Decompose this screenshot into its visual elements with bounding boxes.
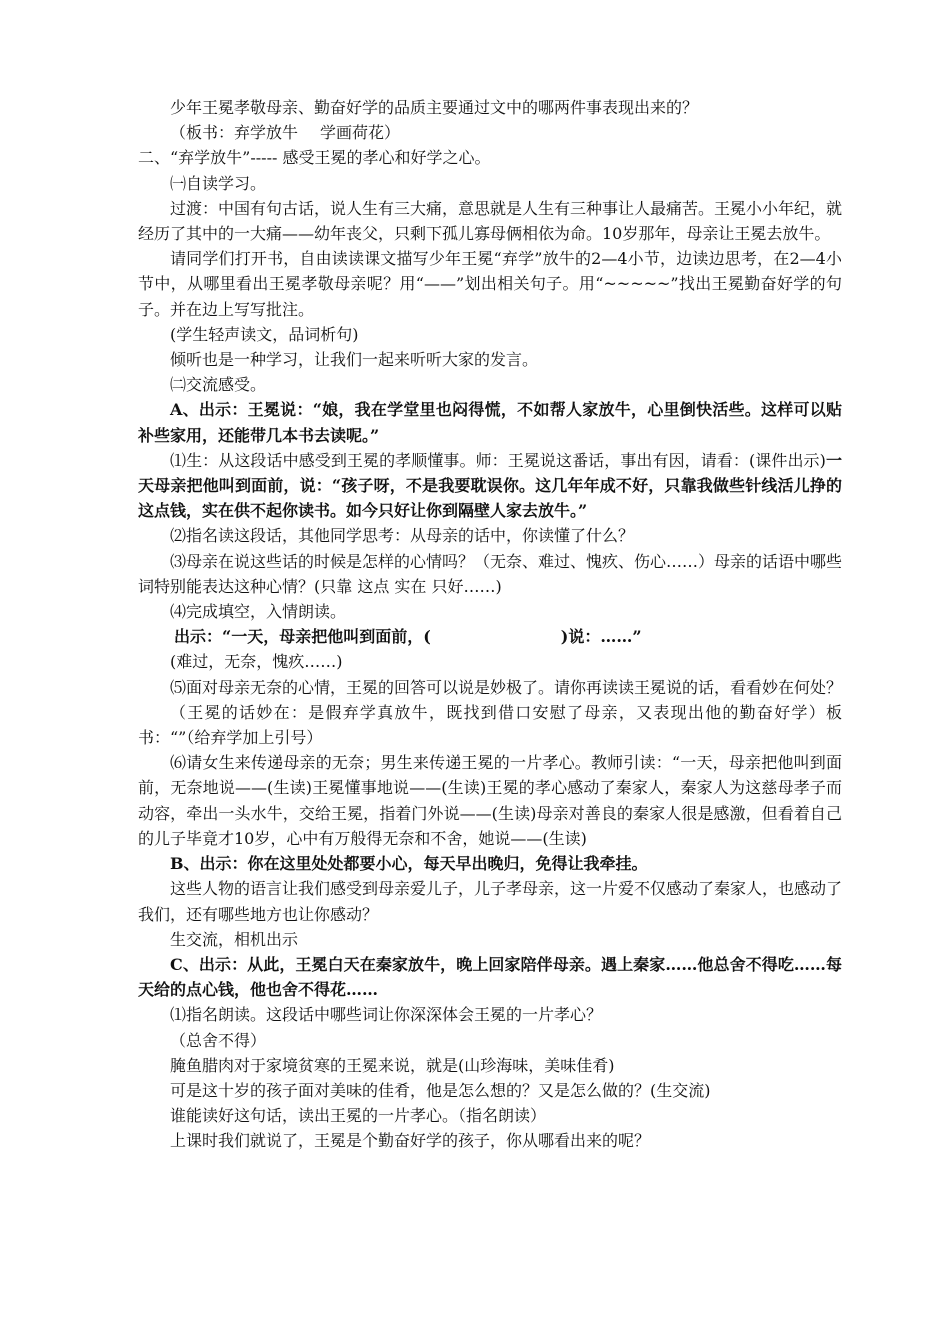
point-c3: 可是这十岁的孩子面对美味的佳肴，他是怎么想的？又是怎么做的？(生交流) — [170, 1080, 711, 1100]
point-3: ⑶母亲在说这些话的时候是怎样的心情吗？（无奈、难过、愧疚、伤心……）母亲的话语中哪些词特别能表达这种心情？(只靠 这点 实在 只好……) — [138, 551, 843, 596]
subheading-exchange: ㈡交流感受。 — [170, 375, 267, 395]
transition-paragraph: 过渡：中国有句古话，说人生有三大痛，意思就是人生有三种事让人最痛苦。王冕小小年纪，就经历了其中的一大痛——幼年丧父，只剩下孤儿寡母俩相依为命。10岁那年，母亲让王冕去放牛。 — [138, 198, 843, 244]
display-c: C、出示：从此，王冕白天在秦家放牛，晚上回家陪伴母亲。遇上秦家……他总舍不得吃……每天给的点心钱，他也舍不得花…… — [138, 954, 842, 1000]
point-6: ⑹请女生来传递母亲的无奈；男生来传递王冕的一片孝心。教师引读：“一天，母亲把他叫到面前，无奈地说——(生读)王冕懂事地说——(生读)王冕的孝心感动了秦家人，秦家人为这慈母孝子而动容，牵出一头水牛，交给王冕，指着门外说——(生读)母亲对善良的秦家人很是感激，但看着自己的儿子毕竟才10岁，心中有万般得无奈和不舍，她说——(生读) — [138, 753, 842, 848]
student-activity-note: (学生轻声读文，品词析句) — [170, 324, 359, 344]
point-1 — [138, 448, 842, 524]
instruction-paragraph: 请同学们打开书，自由读读课文描写少年王冕“弃学”放牛的2—4小节，边读边思考，在2—4小节中，从哪里看出王冕孝敬母亲呢？用“——”划出相关句子。用“~~~~~”找出王冕勤奋好学的句子。并在边上写写批注。 — [138, 249, 842, 319]
display-a: A、出示：王冕说：“娘，我在学堂里也闷得慌，不如帮人家放牛，心里倒快活些。这样可以贴补些家用，还能带几本书去读呢。” — [138, 400, 842, 445]
blackboard-note — [138, 120, 842, 145]
moved-paragraph: 这些人物的语言让我们感受到母亲爱儿子，儿子孝母亲，这一片爱不仅感动了秦家人，也感动了我们，还有哪些地方也让你感动？ — [138, 879, 843, 924]
point-c1: ⑴指名朗读。这段话中哪些词让你深深体会王冕的一片孝心？ — [170, 1005, 603, 1025]
fill-in-sentence — [138, 624, 842, 649]
subheading-self-study: ㈠自读学习。 — [170, 173, 267, 193]
point-c5: 上课时我们就说了，王冕是个勤奋好学的孩子，你从哪看出来的呢？ — [170, 1131, 651, 1151]
point-2: ⑵指名读这段话，其他同学思考：从母亲的话中，你读懂了什么？ — [170, 526, 635, 546]
point-c4: 谁能读好这句话，读出王冕的一片孝心。（指名朗读） — [170, 1106, 547, 1126]
point-c2: 腌鱼腊肉对于家境贫寒的王冕来说，就是(山珍海味，美味佳肴) — [170, 1055, 615, 1075]
listening-note: 倾听也是一种学习，让我们一起来听听大家的发言。 — [170, 350, 539, 370]
fill-in-answer: (难过，无奈，愧疚……) — [170, 652, 343, 672]
fill-in-part2: )说：……” — [560, 627, 642, 647]
point-c1-answer: （总舍不得） — [170, 1030, 267, 1050]
point-1-quote: 一天母亲把他叫到面前，说：“孩子呀，不是我要耽误你。这几年年成不好，只靠我做些针线活儿挣的这点钱，实在供不起你读书。如今只好让你到隔壁人家去放牛。” — [138, 450, 842, 521]
point-1-text: ⑴生：从这段话中感受到王冕的孝顺懂事。师：王冕说这番话，事出有因，请看：(课件出示) — [170, 450, 826, 470]
point-5: ⑸面对母亲无奈的心情，王冕的回答可以说是妙极了。请你再读读王冕说的话，看看妙在何处？ — [170, 677, 843, 697]
blackboard-note-part2: 学画荷花） — [320, 123, 401, 143]
point-5-answer: （王冕的话妙在：是假弃学真放牛，既找到借口安慰了母亲，又表现出他的勤奋好学）板书：“”（给弃学加上引号） — [138, 702, 842, 748]
fill-in-part1: 出示：“一天，母亲把他叫到面前，( — [174, 627, 431, 647]
display-b: B、出示：你在这里处处都要小心，每天早出晚归，免得让我牵挂。 — [170, 854, 648, 874]
section-heading: 二、“弃学放牛”----- 感受王冕的孝心和好学之心。 — [138, 148, 491, 168]
blackboard-note-part1: （板书：弃学放牛 — [170, 123, 299, 143]
point-4: ⑷完成填空，入情朗读。 — [170, 602, 347, 622]
student-exchange-note: 生交流，相机出示 — [170, 929, 299, 949]
intro-question: 少年王冕孝敬母亲、勤奋好学的品质主要通过文中的哪两件事表现出来的？ — [170, 98, 699, 117]
